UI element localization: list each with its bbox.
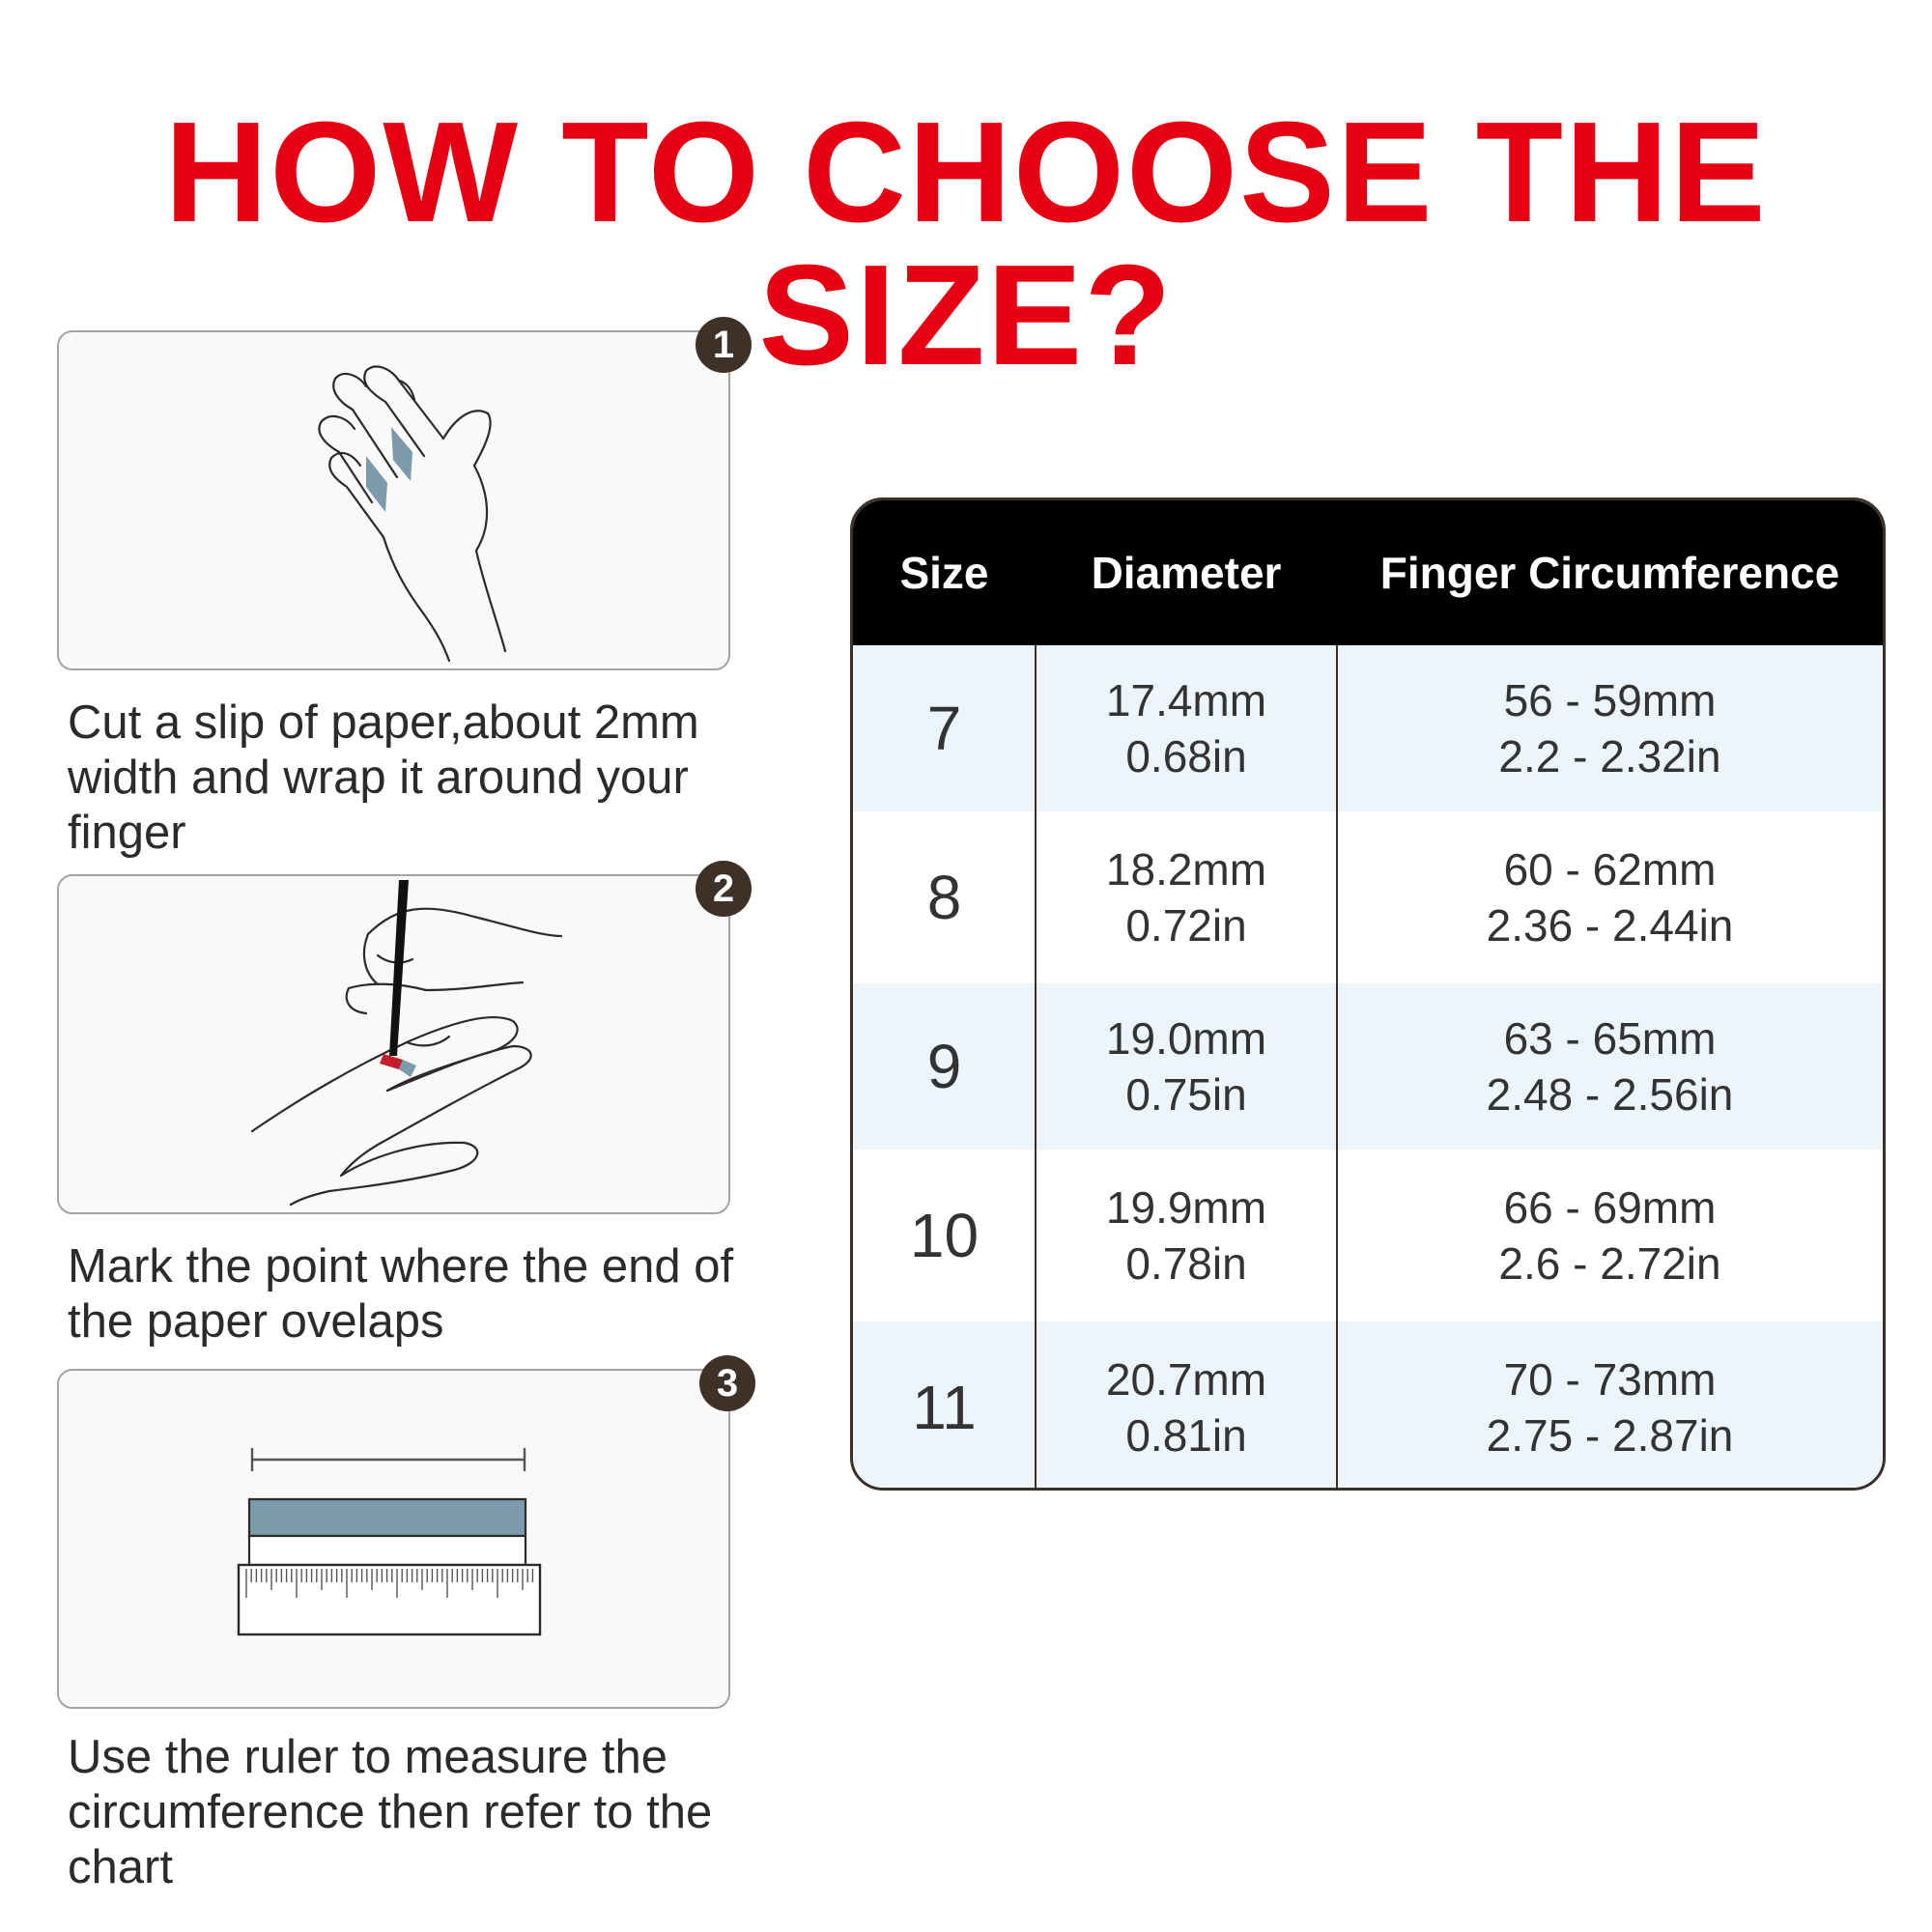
step-2-badge: 2 xyxy=(696,861,752,917)
diameter-mm: 19.0mm xyxy=(1105,1013,1267,1064)
diameter-cell xyxy=(1036,811,1337,983)
diameter-mm: 17.4mm xyxy=(1105,675,1267,725)
table-row xyxy=(853,811,1883,983)
circumference-mm: 56 - 59mm xyxy=(1503,675,1717,725)
circumference-in: 2.6 - 2.72in xyxy=(1498,1238,1721,1289)
step-3-card xyxy=(57,1362,739,1709)
circumference-cell xyxy=(1337,811,1883,983)
diameter-in: 0.75in xyxy=(1125,1069,1247,1120)
header-size: Size xyxy=(899,548,989,598)
column-divider xyxy=(1035,645,1037,1488)
diameter-mm: 19.9mm xyxy=(1105,1182,1267,1233)
step-3-badge: 3 xyxy=(699,1355,755,1411)
diameter-in: 0.81in xyxy=(1125,1410,1247,1461)
circumference-mm: 63 - 65mm xyxy=(1503,1013,1717,1064)
diameter-cell xyxy=(1036,1150,1337,1321)
step-1-card xyxy=(57,324,735,670)
circumference-cell xyxy=(1337,645,1883,811)
circumference-in: 2.75 - 2.87in xyxy=(1486,1410,1734,1461)
circumference-mm: 66 - 69mm xyxy=(1503,1182,1717,1233)
circumference-cell xyxy=(1337,1150,1883,1321)
diameter-in: 0.78in xyxy=(1125,1238,1247,1289)
ring-size-table xyxy=(850,497,1886,1491)
table-row xyxy=(853,983,1883,1150)
circumference-mm: 60 - 62mm xyxy=(1503,844,1717,895)
step-2-card xyxy=(57,867,735,1214)
circumference-cell xyxy=(1337,1321,1883,1491)
diameter-in: 0.72in xyxy=(1125,900,1247,951)
table-row xyxy=(853,645,1883,811)
pen-marking-finger-icon xyxy=(59,876,728,1212)
circumference-mm: 70 - 73mm xyxy=(1503,1354,1717,1405)
header-diameter: Diameter xyxy=(1091,548,1282,598)
size-cell: 7 xyxy=(926,694,962,763)
step-3-instruction: Use the ruler to measure the circumference then refer to the chart xyxy=(68,1731,713,1893)
diameter-in: 0.68in xyxy=(1125,731,1247,781)
diameter-cell xyxy=(1036,645,1337,811)
size-cell: 9 xyxy=(926,1032,962,1101)
step-1-badge: 1 xyxy=(696,317,752,373)
page-title: HOW TO CHOOSE THE SIZE? xyxy=(164,93,1768,395)
circumference-in: 2.48 - 2.56in xyxy=(1486,1069,1734,1120)
diameter-mm: 20.7mm xyxy=(1105,1354,1267,1405)
column-divider xyxy=(1336,645,1338,1488)
diameter-mm: 18.2mm xyxy=(1105,844,1267,895)
step-2-instruction: Mark the point where the end of the paper ovelaps xyxy=(68,1240,734,1348)
table-header xyxy=(853,500,1883,645)
hand-paper-strip-icon xyxy=(59,332,728,668)
step-1-instruction: Cut a slip of paper,about 2mm width and wrap it around your finger xyxy=(68,696,699,859)
table-row xyxy=(853,1150,1883,1321)
size-cell: 8 xyxy=(926,863,962,932)
circumference-cell xyxy=(1337,983,1883,1150)
size-cell: 10 xyxy=(909,1201,980,1270)
size-cell: 11 xyxy=(912,1373,977,1442)
ruler-measure-icon xyxy=(59,1371,728,1707)
diameter-cell xyxy=(1036,1321,1337,1491)
circumference-in: 2.36 - 2.44in xyxy=(1486,900,1734,951)
circumference-in: 2.2 - 2.32in xyxy=(1498,731,1721,781)
table-row xyxy=(853,1321,1883,1491)
header-circumference: Finger Circumference xyxy=(1379,548,1840,598)
diameter-cell xyxy=(1036,983,1337,1150)
